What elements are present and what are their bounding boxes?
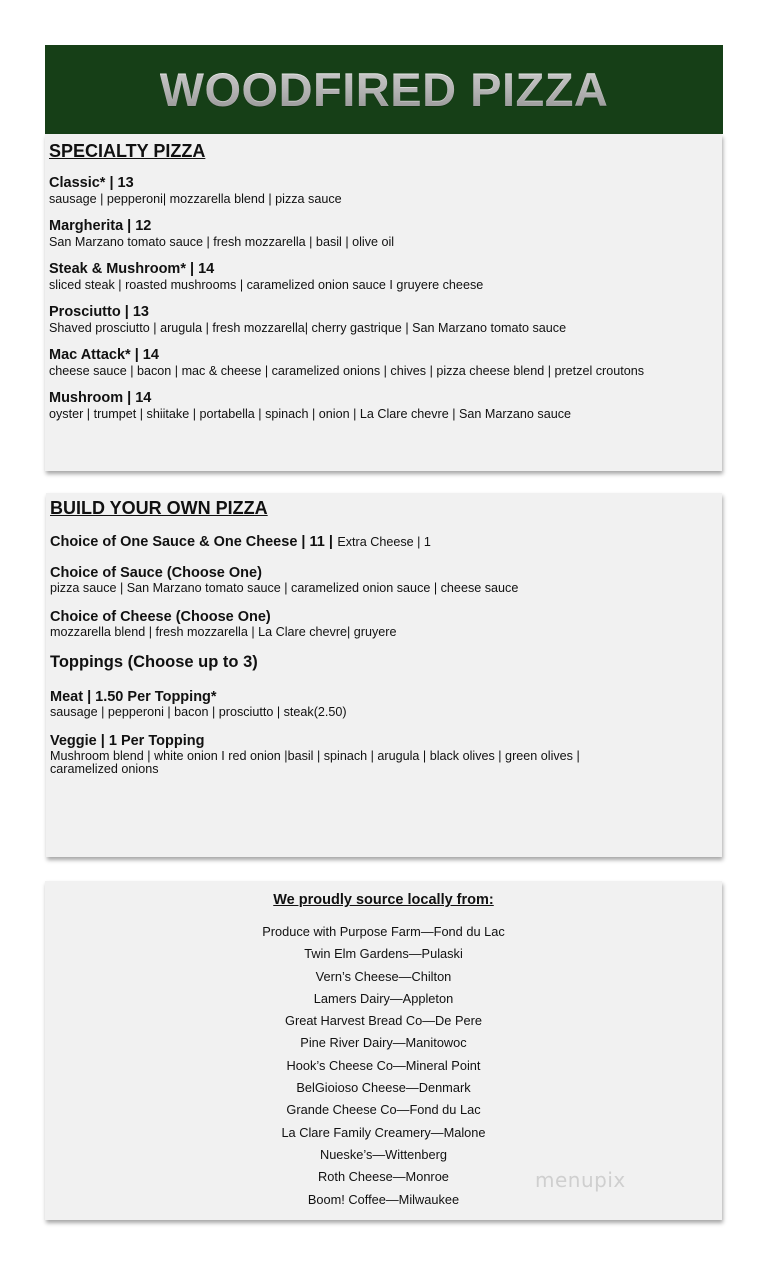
item-description: Shaved prosciutto | arugula | fresh mozzarella| cherry gastrique | San Marzano tomato sauce xyxy=(49,321,567,335)
veggie-toppings-options-cont: caramelized onions xyxy=(50,762,159,776)
toppings-title: Toppings (Choose up to 3) xyxy=(50,653,258,671)
cheese-choice-options: mozzarella blend | fresh mozzarella | La Clare chevre| gruyere xyxy=(50,625,397,639)
item-description: cheese sauce | bacon | mac & cheese | caramelized onions | chives | pizza cheese blend | pretzel croutons xyxy=(49,364,645,378)
menu-item xyxy=(49,390,717,422)
meat-toppings xyxy=(50,688,717,719)
menu-item xyxy=(49,261,717,293)
byo-base-row xyxy=(50,533,717,551)
cheese-choice-title: Choice of Cheese (Choose One) xyxy=(50,609,271,625)
item-name: Margherita | 12 xyxy=(49,218,152,234)
list-item: Boom! Coffee—Milwaukee xyxy=(307,1191,460,1207)
veggie-toppings-options: Mushroom blend | white onion I red onion |basil | spinach | arugula | black olives | green olives | xyxy=(50,749,580,763)
list-item: Hook’s Cheese Co—Mineral Point xyxy=(286,1057,481,1073)
list-item: Great Harvest Bread Co—De Pere xyxy=(284,1013,482,1029)
menupix-watermark: menupix xyxy=(535,1168,626,1192)
list-item: Roth Cheese—Monroe xyxy=(318,1169,449,1185)
byo-base-price: Choice of One Sauce & One Cheese | 11 | xyxy=(50,534,333,550)
item-name: Mac Attack* | 14 xyxy=(49,347,159,363)
menu-item xyxy=(49,304,717,336)
list-item: Twin Elm Gardens—Pulaski xyxy=(304,946,463,962)
specialty-section-title: SPECIALTY PIZZA xyxy=(49,141,206,161)
cheese-choice xyxy=(50,608,717,639)
item-description: oyster | trumpet | shiitake | portabella | spinach | onion | La Clare chevre | San Marzano sauce xyxy=(49,407,572,421)
item-name: Prosciutto | 13 xyxy=(49,304,149,320)
list-item: Grande Cheese Co—Fond du Lac xyxy=(286,1102,481,1118)
menu-item xyxy=(49,218,717,250)
veggie-toppings-title: Veggie | 1 Per Topping xyxy=(50,733,205,749)
meat-toppings-options: sausage | pepperoni | bacon | prosciutto | steak(2.50) xyxy=(50,705,347,719)
list-item: Pine River Dairy—Manitowoc xyxy=(300,1035,467,1051)
item-description: sausage | pepperoni| mozzarella blend | pizza sauce xyxy=(49,192,342,206)
list-item: Produce with Purpose Farm—Fond du Lac xyxy=(262,924,505,939)
list-item: Lamers Dairy—Appleton xyxy=(313,990,454,1006)
item-description: San Marzano tomato sauce | fresh mozzarella | basil | olive oil xyxy=(49,235,395,249)
byo-section-title: BUILD YOUR OWN PIZZA xyxy=(50,498,268,518)
specialty-pizza-panel xyxy=(45,134,722,471)
sauce-choice-options: pizza sauce | San Marzano tomato sauce | caramelized onion sauce | cheese sauce xyxy=(50,581,519,595)
item-name: Classic* | 13 xyxy=(49,175,134,191)
local-sources-title: We proudly source locally from: xyxy=(273,892,494,908)
item-name: Steak & Mushroom* | 14 xyxy=(49,261,215,277)
menu-title: WOODFIRED PIZZA xyxy=(159,63,609,116)
sauce-choice xyxy=(50,564,717,595)
list-item: Vern’s Cheese—Chilton xyxy=(315,968,452,984)
list-item: BelGioioso Cheese—Denmark xyxy=(296,1080,471,1096)
list-item: Nueske’s—Wittenberg xyxy=(319,1146,448,1162)
menu-item xyxy=(49,347,717,379)
extra-cheese-price: Extra Cheese | 1 xyxy=(337,535,431,549)
veggie-toppings xyxy=(50,732,717,776)
menu-item xyxy=(49,175,717,207)
menu-header xyxy=(45,45,723,134)
sauce-choice-title: Choice of Sauce (Choose One) xyxy=(50,565,262,581)
build-your-own-panel xyxy=(46,493,722,857)
item-description: sliced steak | roasted mushrooms | caramelized onion sauce I gruyere cheese xyxy=(49,278,484,292)
item-name: Mushroom | 14 xyxy=(49,390,152,406)
list-item: La Clare Family Creamery—Malone xyxy=(281,1124,486,1140)
meat-toppings-title: Meat | 1.50 Per Topping* xyxy=(50,689,217,705)
